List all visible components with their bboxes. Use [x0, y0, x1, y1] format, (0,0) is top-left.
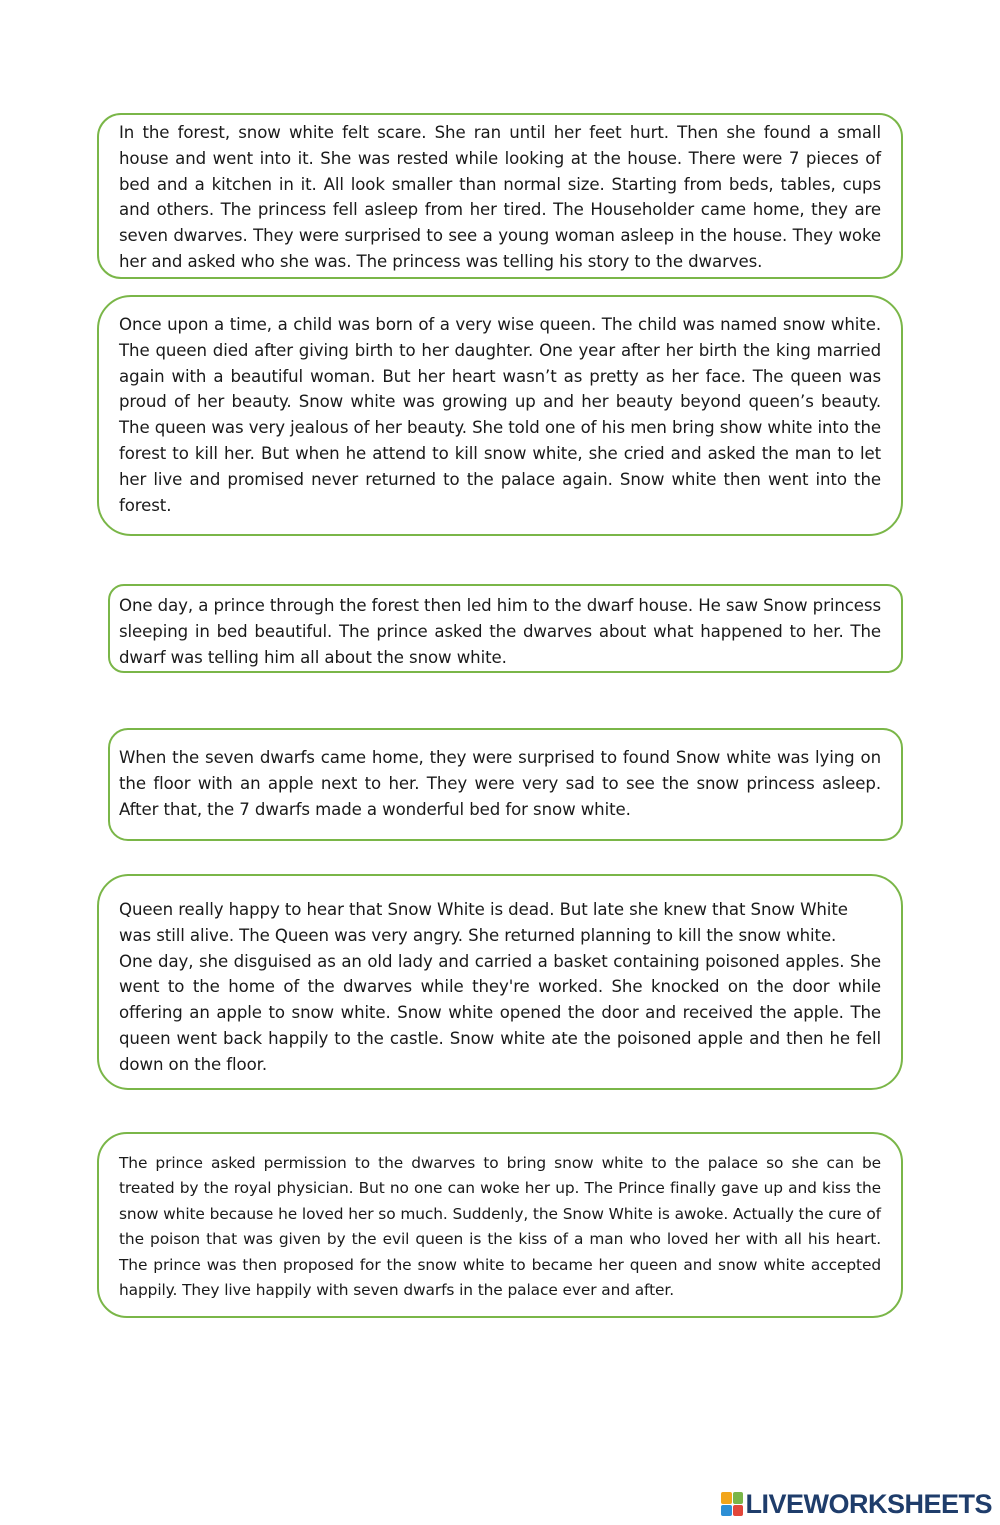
- story-text-line-2: One day, she disguised as an old lady and carried a basket containing poisoned apples. She went to the home of the dwarves while they're worked. She knocked on the door while offering an apple to snow white. Snow white opened the door and received the apple. The queen went back happily to the castle. Snow white ate the poisoned apple and then he fell down on the floor.: [119, 951, 881, 1074]
- logo-square-3: [721, 1505, 732, 1517]
- story-text: When the seven dwarfs came home, they were surprised to found Snow white was lying on the floor with an apple next to her. They were very sad to see the snow princess asleep. After that, the 7 dwarfs made a wonderful bed for snow white.: [119, 748, 881, 819]
- story-box-dwarfs-find: [108, 728, 903, 841]
- story-box-prince-arrives: [108, 584, 903, 673]
- story-text-line-1: Queen really happy to hear that Snow White is dead. But late she knew that Snow White was still alive. The Queen was very angry. She returned planning to kill the snow white.: [119, 900, 848, 945]
- story-text: Once upon a time, a child was born of a very wise queen. The child was named snow white. The queen died after giving birth to her daughter. One year after her birth the king married again with a beautiful woman. But her heart wasn’t as pretty as her face. The queen was proud of her beauty. Snow white was growing up and her beauty beyond queen’s beauty. The queen was very jealous of her beauty. She told one of his men bring show white into the forest to kill her. But when he attend to kill snow white, she cried and asked the man to let her live and promised never returned to the palace again. Snow white then went into the forest.: [119, 315, 881, 515]
- story-box-poisoned-apple: [97, 874, 903, 1090]
- story-text: In the forest, snow white felt scare. She ran until her feet hurt. Then she found a small house and went into it. She was rested while looking at the house. There were 7 pieces of bed and a kitchen in it. All look smaller than normal size. Starting from beds, tables, cups and others. The princess fell asleep from her tired. The Householder came home, they are seven dwarves. They were surprised to see a young woman asleep in the house. They woke her and asked who she was. The princess was telling his story to the dwarves.: [119, 123, 881, 271]
- logo-square-2: [733, 1492, 744, 1504]
- story-text: One day, a prince through the forest then led him to the dwarf house. He saw Snow princess sleeping in bed beautiful. The prince asked the dwarves about what happened to her. The dwarf was telling him all about the snow white.: [119, 596, 881, 667]
- story-box-happy-ending: [97, 1132, 903, 1318]
- story-box-once-upon-a-time: [97, 295, 903, 536]
- story-text: The prince asked permission to the dwarves to bring snow white to the palace so she can be treated by the royal physician. But no one can woke her up. The Prince finally gave up and kiss the snow white because he loved her so much. Suddenly, the Snow White is awoke. Actually the cure of the poison that was given by the evil queen is the kiss of a man who loved her with all his heart. The prince was then proposed for the snow white to became her queen and snow white accepted happily. They live happily with seven dwarfs in the palace ever and after.: [119, 1154, 881, 1300]
- logo-square-1: [721, 1492, 732, 1504]
- brand-name: LIVEWORKSHEETS: [745, 1489, 992, 1519]
- story-box-forest-house: [97, 113, 903, 279]
- logo-square-4: [733, 1505, 744, 1517]
- liveworksheets-logo-icon: [721, 1492, 743, 1516]
- liveworksheets-brand: [721, 1489, 992, 1519]
